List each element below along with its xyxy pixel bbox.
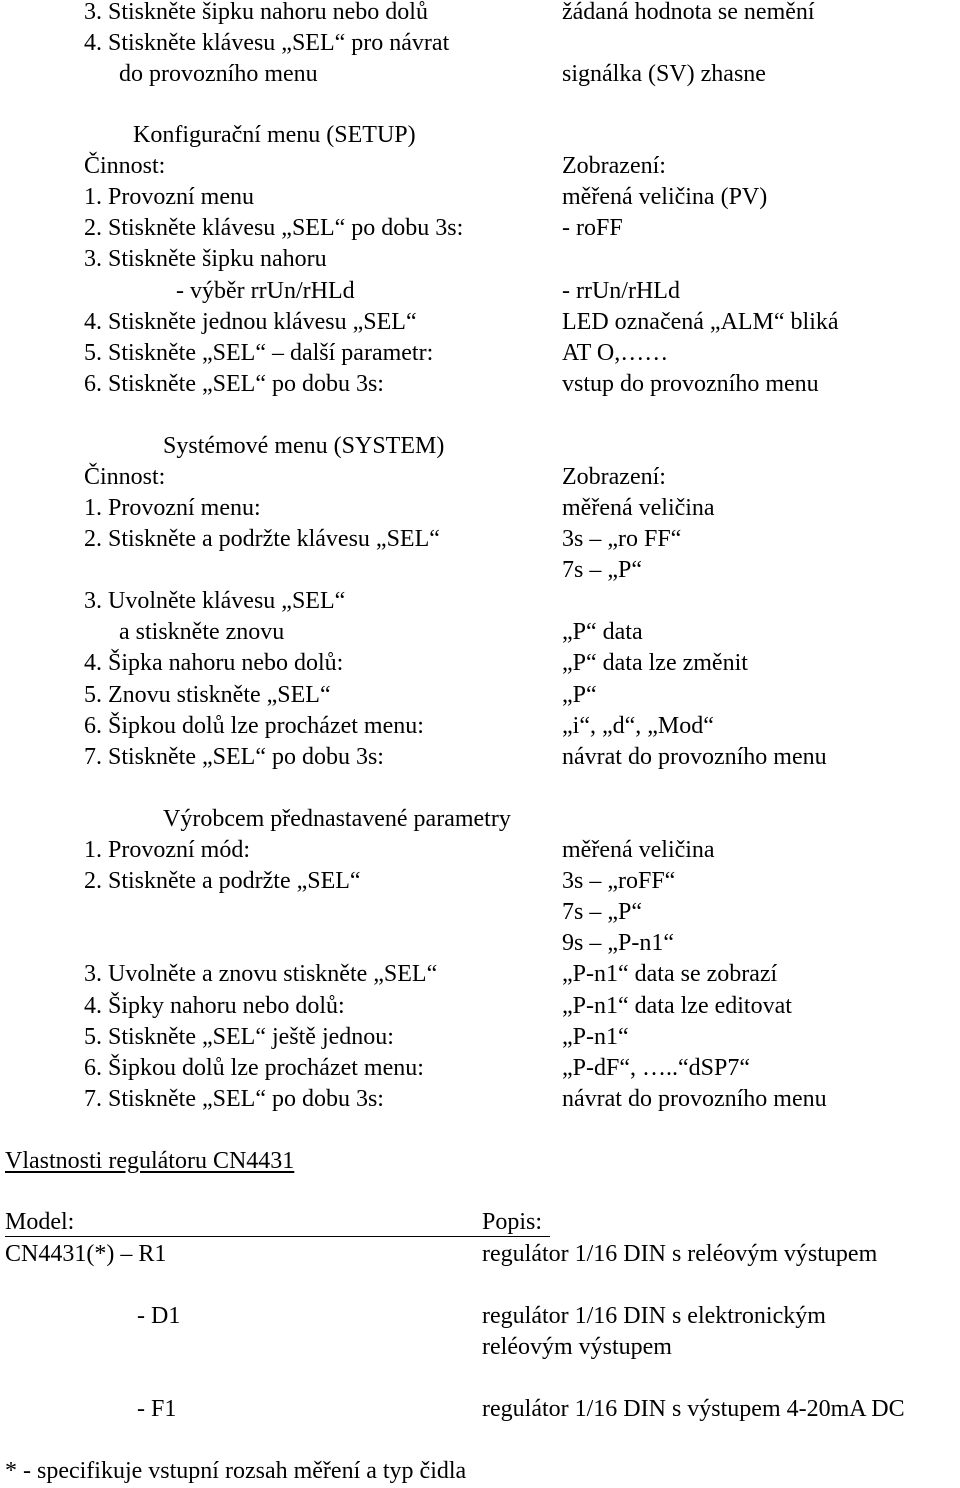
system-step: 5. Znovu stiskněte „SEL“ [84, 682, 331, 708]
factory-step: 2. Stiskněte a podržte „SEL“ [84, 868, 361, 894]
factory-display: 7s – „P“ [562, 899, 642, 925]
setup-row [0, 182, 960, 213]
factory-display: návrat do provozního menu [562, 1086, 827, 1112]
system-col-activity: Činnost: [84, 464, 166, 490]
factory-row [0, 1084, 960, 1115]
model-column-header: Model: [5, 1209, 75, 1235]
system-row [0, 711, 960, 742]
system-col-display: Zobrazení: [562, 464, 666, 490]
factory-display: 9s – „P-n1“ [562, 930, 674, 956]
properties-title: Vlastnosti regulátoru CN4431 [5, 1148, 295, 1174]
model-row [0, 1394, 960, 1425]
factory-display: „P-n1“ [562, 1024, 629, 1050]
system-heading: Systémové menu (SYSTEM) [163, 433, 445, 459]
factory-row [0, 866, 960, 897]
factory-step: 3. Uvolněte a znovu stiskněte „SEL“ [84, 961, 438, 987]
setup-col-display: Zobrazení: [562, 153, 666, 179]
system-display: 3s – „ro FF“ [562, 526, 682, 552]
factory-display: „P-n1“ data se zobrazí [562, 961, 778, 987]
factory-row [0, 897, 960, 928]
system-row [0, 586, 960, 617]
model-row [0, 1332, 960, 1363]
intro-step: do provozního menu [119, 61, 318, 87]
system-row [0, 555, 960, 586]
factory-step: 4. Šipky nahoru nebo dolů: [84, 993, 345, 1019]
setup-heading-row [0, 120, 960, 151]
setup-row [0, 369, 960, 400]
setup-step: 3. Stiskněte šipku nahoru [84, 246, 327, 272]
model-code: - F1 [137, 1396, 177, 1422]
system-step: 2. Stiskněte a podržte klávesu „SEL“ [84, 526, 440, 552]
intro-row [0, 59, 960, 90]
model-description: regulátor 1/16 DIN s výstupem 4-20mA DC [482, 1396, 905, 1422]
footnote-row [0, 1456, 960, 1487]
setup-step: 1. Provozní menu [84, 184, 254, 210]
model-row [0, 1239, 960, 1270]
model-description: reléovým výstupem [482, 1334, 672, 1360]
factory-display: „P-n1“ data lze editovat [562, 993, 792, 1019]
system-step: 1. Provozní menu: [84, 495, 261, 521]
setup-display: - rrUn/rHLd [562, 278, 680, 304]
system-row [0, 648, 960, 679]
setup-col-activity: Činnost: [84, 153, 166, 179]
system-step: 6. Šipkou dolů lze procházet menu: [84, 713, 424, 739]
setup-step: 4. Stiskněte jednou klávesu „SEL“ [84, 309, 417, 335]
system-step: 3. Uvolněte klávesu „SEL“ [84, 588, 346, 614]
description-column-header: Popis: [482, 1209, 543, 1235]
factory-row [0, 835, 960, 866]
system-display: 7s – „P“ [562, 557, 642, 583]
system-step: a stiskněte znovu [119, 619, 285, 645]
intro-row [0, 28, 960, 59]
setup-display: měřená veličina (PV) [562, 184, 768, 210]
setup-row [0, 244, 960, 275]
setup-step: - výběr rrUn/rHLd [176, 278, 355, 304]
setup-step: 2. Stiskněte klávesu „SEL“ po dobu 3s: [84, 215, 464, 241]
system-display: „P“ data lze změnit [562, 650, 748, 676]
system-display: „P“ data [562, 619, 643, 645]
model-row [0, 1301, 960, 1332]
system-row [0, 617, 960, 648]
factory-row [0, 959, 960, 990]
factory-display: 3s – „roFF“ [562, 868, 676, 894]
model-description: regulátor 1/16 DIN s reléovým výstupem [482, 1241, 878, 1267]
setup-step: 6. Stiskněte „SEL“ po dobu 3s: [84, 371, 384, 397]
setup-row [0, 276, 960, 307]
intro-result: signálka (SV) zhasne [562, 61, 766, 87]
system-display: měřená veličina [562, 495, 715, 521]
model-description: regulátor 1/16 DIN s elektronickým [482, 1303, 826, 1329]
factory-heading-row [0, 804, 960, 835]
model-code: CN4431(*) – R1 [5, 1241, 167, 1267]
system-display: „P“ [562, 682, 597, 708]
intro-result: žádaná hodnota se nemění [562, 0, 815, 25]
factory-row [0, 928, 960, 959]
system-step: 7. Stiskněte „SEL“ po dobu 3s: [84, 744, 384, 770]
factory-step: 1. Provozní mód: [84, 837, 250, 863]
setup-heading: Konfigurační menu (SETUP) [133, 122, 416, 148]
setup-display: vstup do provozního menu [562, 371, 819, 397]
properties-title-row [0, 1146, 960, 1177]
setup-step: 5. Stiskněte „SEL“ – další parametr: [84, 340, 434, 366]
intro-row [0, 0, 960, 28]
factory-step: 7. Stiskněte „SEL“ po dobu 3s: [84, 1086, 384, 1112]
setup-row [0, 307, 960, 338]
intro-step: 3. Stiskněte šipku nahoru nebo dolů [84, 0, 428, 25]
factory-display: „P-dF“, …..“dSP7“ [562, 1055, 750, 1081]
system-column-headers [0, 462, 960, 493]
factory-row [0, 991, 960, 1022]
factory-step: 6. Šipkou dolů lze procházet menu: [84, 1055, 424, 1081]
setup-display: AT O,…… [562, 340, 669, 366]
factory-heading: Výrobcem přednastavené parametry [163, 806, 511, 832]
footnote: * - specifikuje vstupní rozsah měření a typ čidla [5, 1458, 467, 1484]
factory-row [0, 1053, 960, 1084]
factory-row [0, 1022, 960, 1053]
setup-row [0, 338, 960, 369]
setup-column-headers [0, 151, 960, 182]
system-display: „i“, „d“, „Mod“ [562, 713, 714, 739]
setup-display: - roFF [562, 215, 623, 241]
system-display: návrat do provozního menu [562, 744, 827, 770]
system-row [0, 680, 960, 711]
intro-step: 4. Stiskněte klávesu „SEL“ pro návrat [84, 30, 450, 56]
setup-display: LED označená „ALM“ bliká [562, 309, 839, 335]
system-row [0, 742, 960, 773]
factory-display: měřená veličina [562, 837, 715, 863]
system-heading-row [0, 431, 960, 462]
system-row [0, 524, 960, 555]
system-row [0, 493, 960, 524]
model-code: - D1 [137, 1303, 181, 1329]
setup-row [0, 213, 960, 244]
table-header-rule [5, 1236, 550, 1237]
system-step: 4. Šipka nahoru nebo dolů: [84, 650, 344, 676]
factory-step: 5. Stiskněte „SEL“ ještě jednou: [84, 1024, 394, 1050]
